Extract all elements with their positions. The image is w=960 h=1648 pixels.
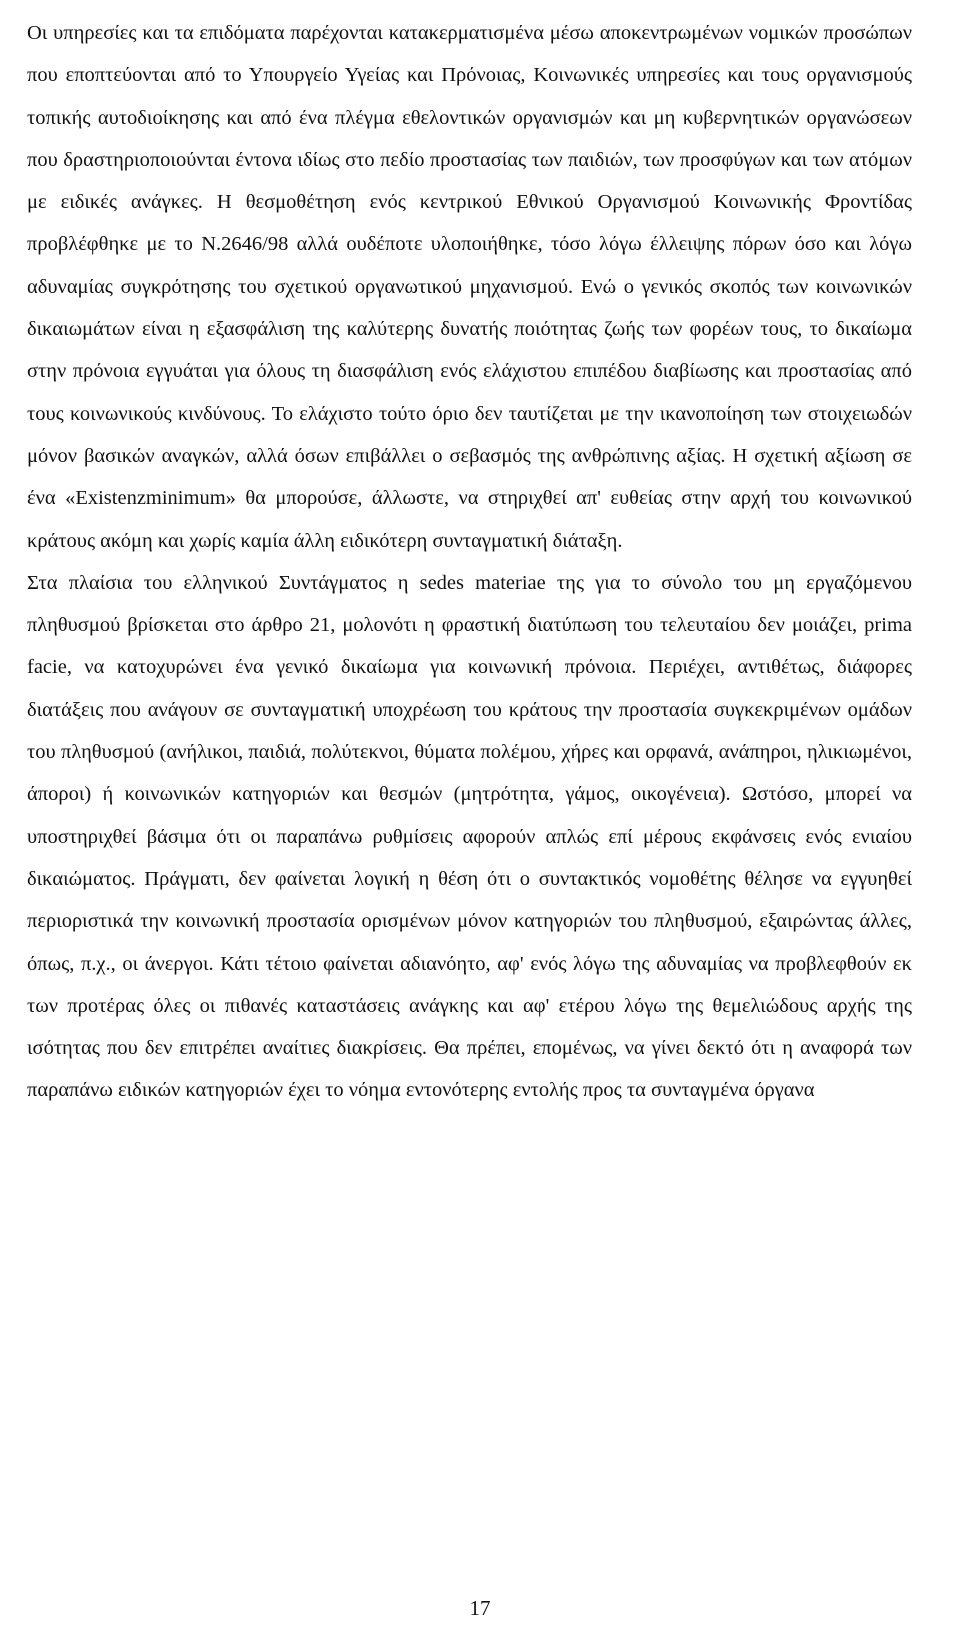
- paragraph-2: Στα πλαίσια του ελληνικού Συντάγματος η sedes materiae της για το σύνολο του μη εργαζόμενου πληθυσμού βρίσκεται στο άρθρο 21, μολονότι η φραστική διατύπωση του τελευταίου δεν μοιάζει, prima facie, να κατοχυρώνει ένα γενικό δικαίωμα για κοινωνική πρόνοια. Περιέχει, αντιθέτως, διάφορες διατάξεις που ανάγουν σε συνταγματική υποχρέωση του κράτους την προστασία συγκεκριμένων ομάδων του πληθυσμού (ανήλικοι, παιδιά, πολύτεκνοι, θύματα πολέμου, χήρες και ορφανά, ανάπηροι, ηλικιωμένοι, άποροι) ή κοινωνικών κατηγοριών και θεσμών (μητρότητα, γάμος, οικογένεια). Ωστόσο, μπορεί να υποστηριχθεί βάσιμα ότι οι παραπάνω ρυθμίσεις αφορούν απλώς επί μέρους εκφάνσεις ενός ενιαίου δικαιώματος. Πράγματι, δεν φαίνεται λογική η θέση ότι ο συντακτικός νομοθέτης θέλησε να εγγυηθεί περιοριστικά την κοινωνική προστασία ορισμένων μόνον κατηγοριών του πληθυσμού, εξαιρώντας άλλες, όπως, π.χ., οι άνεργοι. Κάτι τέτοιο φαίνεται αδιανόητο, αφ' ενός λόγω της αδυναμίας να προβλεφθούν εκ των προτέρας όλες οι πιθανές καταστάσεις ανάγκης και αφ' ετέρου λόγω της θεμελιώδους αρχής της ισότητας που δεν επιτρέπει αναίτιες διακρίσεις. Θα πρέπει, επομένως, να γίνει δεκτό ότι η αναφορά των παραπάνω ειδικών κατηγοριών έχει το νόημα εντονότερης εντολής προς τα συνταγμένα όργανα: [27, 571, 912, 1102]
- paragraph-1: Οι υπηρεσίες και τα επιδόματα παρέχονται κατακερματισμένα μέσω αποκεντρωμένων νομικών προσώπων που εποπτεύονται από το Υπουργείο Υγείας και Πρόνοιας, Κοινωνικές υπηρεσίες και τους οργανισμούς τοπικής αυτοδιοίκησης και από ένα πλέγμα εθελοντικών οργανισμών και μη κυβερνητικών οργανώσεων που δραστηριοποιούνται έντονα ιδίως στο πεδίο προστασίας των παιδιών, των προσφύγων και των ατόμων με ειδικές ανάγκες. Η θεσμοθέτηση ενός κεντρικού Εθνικού Οργανισμού Κοινωνικής Φροντίδας προβλέφθηκε με το Ν.2646/98 αλλά ουδέποτε υλοποιήθηκε, τόσο λόγω έλλειψης πόρων όσο και λόγω αδυναμίας συγκρότησης του σχετικού οργανωτικού μηχανισμού. Ενώ ο γενικός σκοπός των κοινωνικών δικαιωμάτων είναι η εξασφάλιση της καλύτερης δυνατής ποιότητας ζωής των φορέων τους, το δικαίωμα στην πρόνοια εγγυάται για όλους τη διασφάλιση ενός ελάχιστου επιπέδου διαβίωσης και προστασίας από τους κοινωνικούς κινδύνους. Το ελάχιστο τούτο όριο δεν ταυτίζεται με την ικανοποίηση των στοιχειωδών μόνον βασικών αναγκών, αλλά όσων επιβάλλει ο σεβασμός της ανθρώπινης αξίας. Η σχετική αξίωση σε ένα «Existenzminimum» θα μπορούσε, άλλωστε, να στηριχθεί απ' ευθείας στην αρχή του κοινωνικού κράτους ακόμη και χωρίς καμία άλλη ειδικότερη συνταγματική διάταξη.: [27, 22, 912, 552]
- page-number: 17: [469, 1596, 491, 1620]
- document-body: [27, 12, 912, 1112]
